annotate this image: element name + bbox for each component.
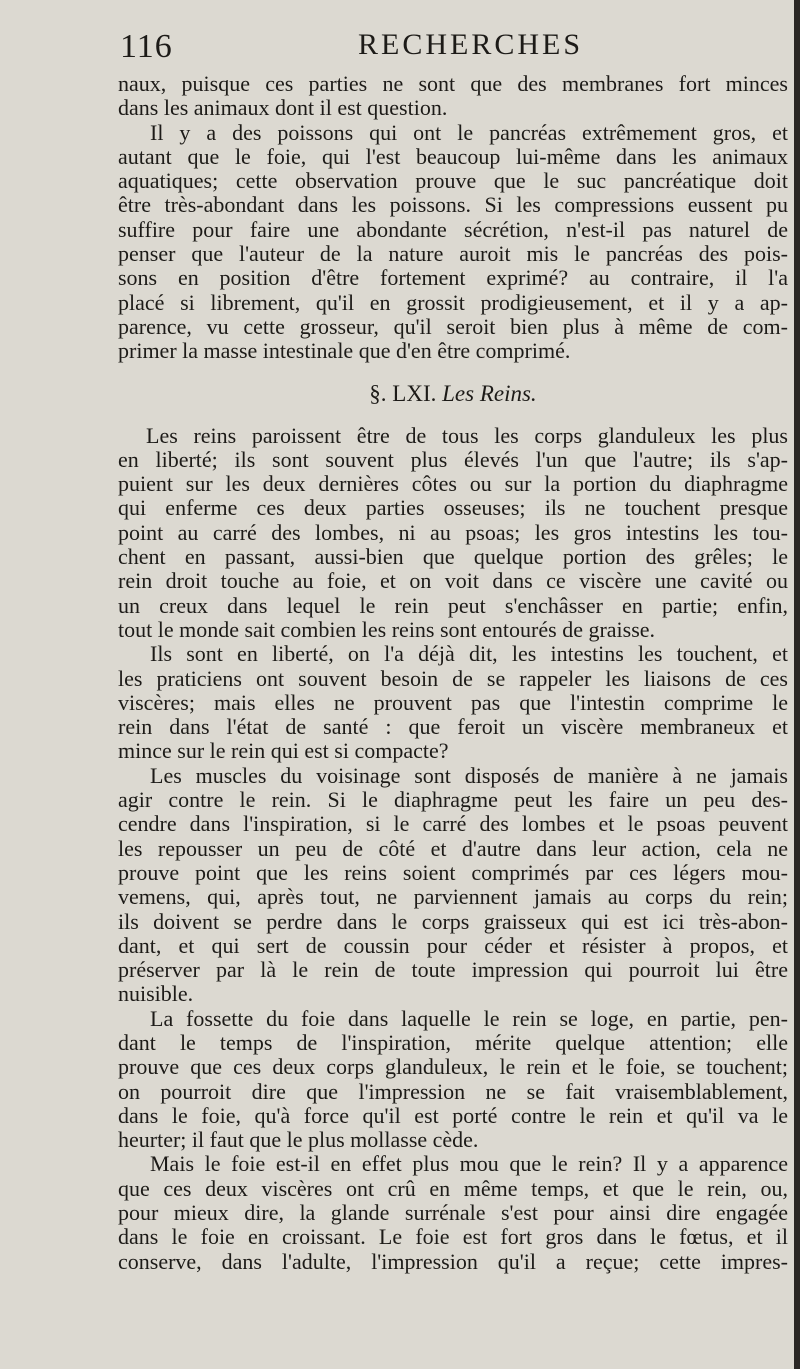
text-line: prouve que ces deux corps glanduleux, le rein et le foie, se touchent;	[118, 1054, 788, 1080]
text-line: dans les animaux dont il est question.	[118, 95, 448, 121]
section-heading	[118, 364, 788, 424]
text-line: sons en position d'être fortement exprimé? au contraire, il l'a	[118, 265, 788, 291]
text-line: chent en passant, aussi-bien que quelque portion des grêles; le	[118, 544, 788, 570]
text-line: les repousser un peu de côté et d'autre dans leur action, cela ne	[118, 835, 788, 861]
text-line: ils doivent se perdre dans le corps graisseux qui est ici très-abon-	[118, 908, 788, 934]
text-line: nuisible.	[118, 981, 194, 1007]
text-line: point au carré des lombes, ni au psoas; les gros intestins les tou-	[118, 519, 788, 545]
text-line: que ces deux viscères ont crû en même temps, et que le rein, ou,	[118, 1175, 788, 1201]
text-line: pour mieux dire, la glande surrénale s'est pour ainsi dire engagée	[118, 1200, 788, 1226]
text-line: autant que le foie, qui l'est beaucoup lui-même dans les animaux	[118, 143, 788, 169]
section-name: Les Reins.	[442, 380, 537, 406]
text-line: qui enferme ces deux parties osseuses; ils ne touchent presque	[118, 495, 788, 521]
text-line: La fossette du foie dans laquelle le rein se loge, en partie, pen-	[150, 1005, 788, 1031]
text-line: Les reins paroissent être de tous les corps glanduleux les plus	[146, 422, 788, 448]
page-edge-shadow	[794, 0, 800, 1369]
text-line: rein droit touche au foie, et on voit dans ce viscère une cavité ou	[118, 568, 788, 594]
text-line: Les muscles du voisinage sont disposés de manière à ne jamais	[150, 762, 788, 788]
text-line: puient sur les deux dernières côtes ou sur la portion du diaphragme	[118, 471, 788, 497]
text-line: placé si librement, qu'il en grossit prodigieusement, et il y a ap-	[118, 289, 788, 315]
text-line: un creux dans lequel le rein peut s'enchâsser en partie; enfin,	[118, 592, 788, 618]
text-line: rein dans l'état de santé : que feroit un viscère membraneux et	[118, 714, 788, 740]
running-title: RECHERCHES	[358, 28, 584, 61]
text-line: cendre dans l'inspiration, si le carré des lombes et le psoas peuvent	[118, 811, 788, 837]
section-number: §. LXI.	[369, 380, 437, 406]
text-line: mince sur le rein qui est si compacte?	[118, 738, 449, 764]
page-body	[118, 72, 788, 1274]
text-line: naux, puisque ces parties ne sont que des membranes fort minces	[118, 71, 788, 96]
text-line: dant le temps de l'inspiration, mérite quelque attention; elle	[118, 1029, 788, 1055]
text-line: agir contre le rein. Si le diaphragme peut les faire un peu des-	[118, 787, 788, 813]
text-line: parence, vu cette grosseur, qu'il seroit bien plus à même de com-	[118, 313, 788, 339]
text-line: Mais le foie est-il en effet plus mou que le rein? Il y a apparence	[150, 1151, 788, 1177]
text-line: suffire pour faire une abondante sécrétion, n'est-il pas naturel de	[118, 216, 788, 242]
text-line: penser que l'auteur de la nature auroit mis le pancréas des pois-	[118, 241, 788, 267]
text-line: tout le monde sait combien les reins sont entourés de graisse.	[118, 616, 656, 642]
text-line: en liberté; ils sont souvent plus élevés l'un que l'autre; ils s'ap-	[118, 446, 788, 472]
text-line: heurter; il faut que le plus mollasse cède.	[118, 1127, 479, 1153]
text-line: aquatiques; cette observation prouve que le suc pancréatique doit	[118, 168, 788, 194]
text-line: les praticiens ont souvent besoin de se rappeler les liaisons de ces	[118, 665, 788, 691]
page-header	[118, 22, 778, 66]
text-line: dant, et qui sert de coussin pour céder et résister à propos, et	[118, 932, 788, 958]
page-number: 116	[120, 28, 173, 65]
text-line: dans le foie en croissant. Le foie est fort gros dans le fœtus, et il	[118, 1224, 788, 1250]
text-line: prouve point que les reins soient comprimés par ces légers mou-	[118, 859, 788, 885]
text-line: on pourroit dire que l'impression ne se fait vraisemblablement,	[118, 1078, 788, 1104]
text-line: vemens, qui, après tout, ne parviennent jamais au corps du rein;	[118, 884, 788, 910]
text-line: Ils sont en liberté, on l'a déjà dit, les intestins les touchent, et	[150, 641, 788, 667]
text-line: préserver par là le rein de toute impression qui pourroit lui être	[118, 957, 788, 983]
text-line: viscères; mais elles ne prouvent pas que l'intestin comprime le	[118, 689, 788, 715]
text-line: primer la masse intestinale que d'en être comprimé.	[118, 338, 571, 364]
text-line: conserve, dans l'adulte, l'impression qu'il a reçue; cette impres-	[118, 1248, 788, 1274]
text-line: dans le foie, qu'à force qu'il est porté contre le rein et qu'il va le	[118, 1102, 788, 1128]
text-line: Il y a des poissons qui ont le pancréas extrêmement gros, et	[150, 119, 788, 145]
text-line: être très-abondant dans les poissons. Si les compressions eussent pu	[118, 192, 788, 218]
